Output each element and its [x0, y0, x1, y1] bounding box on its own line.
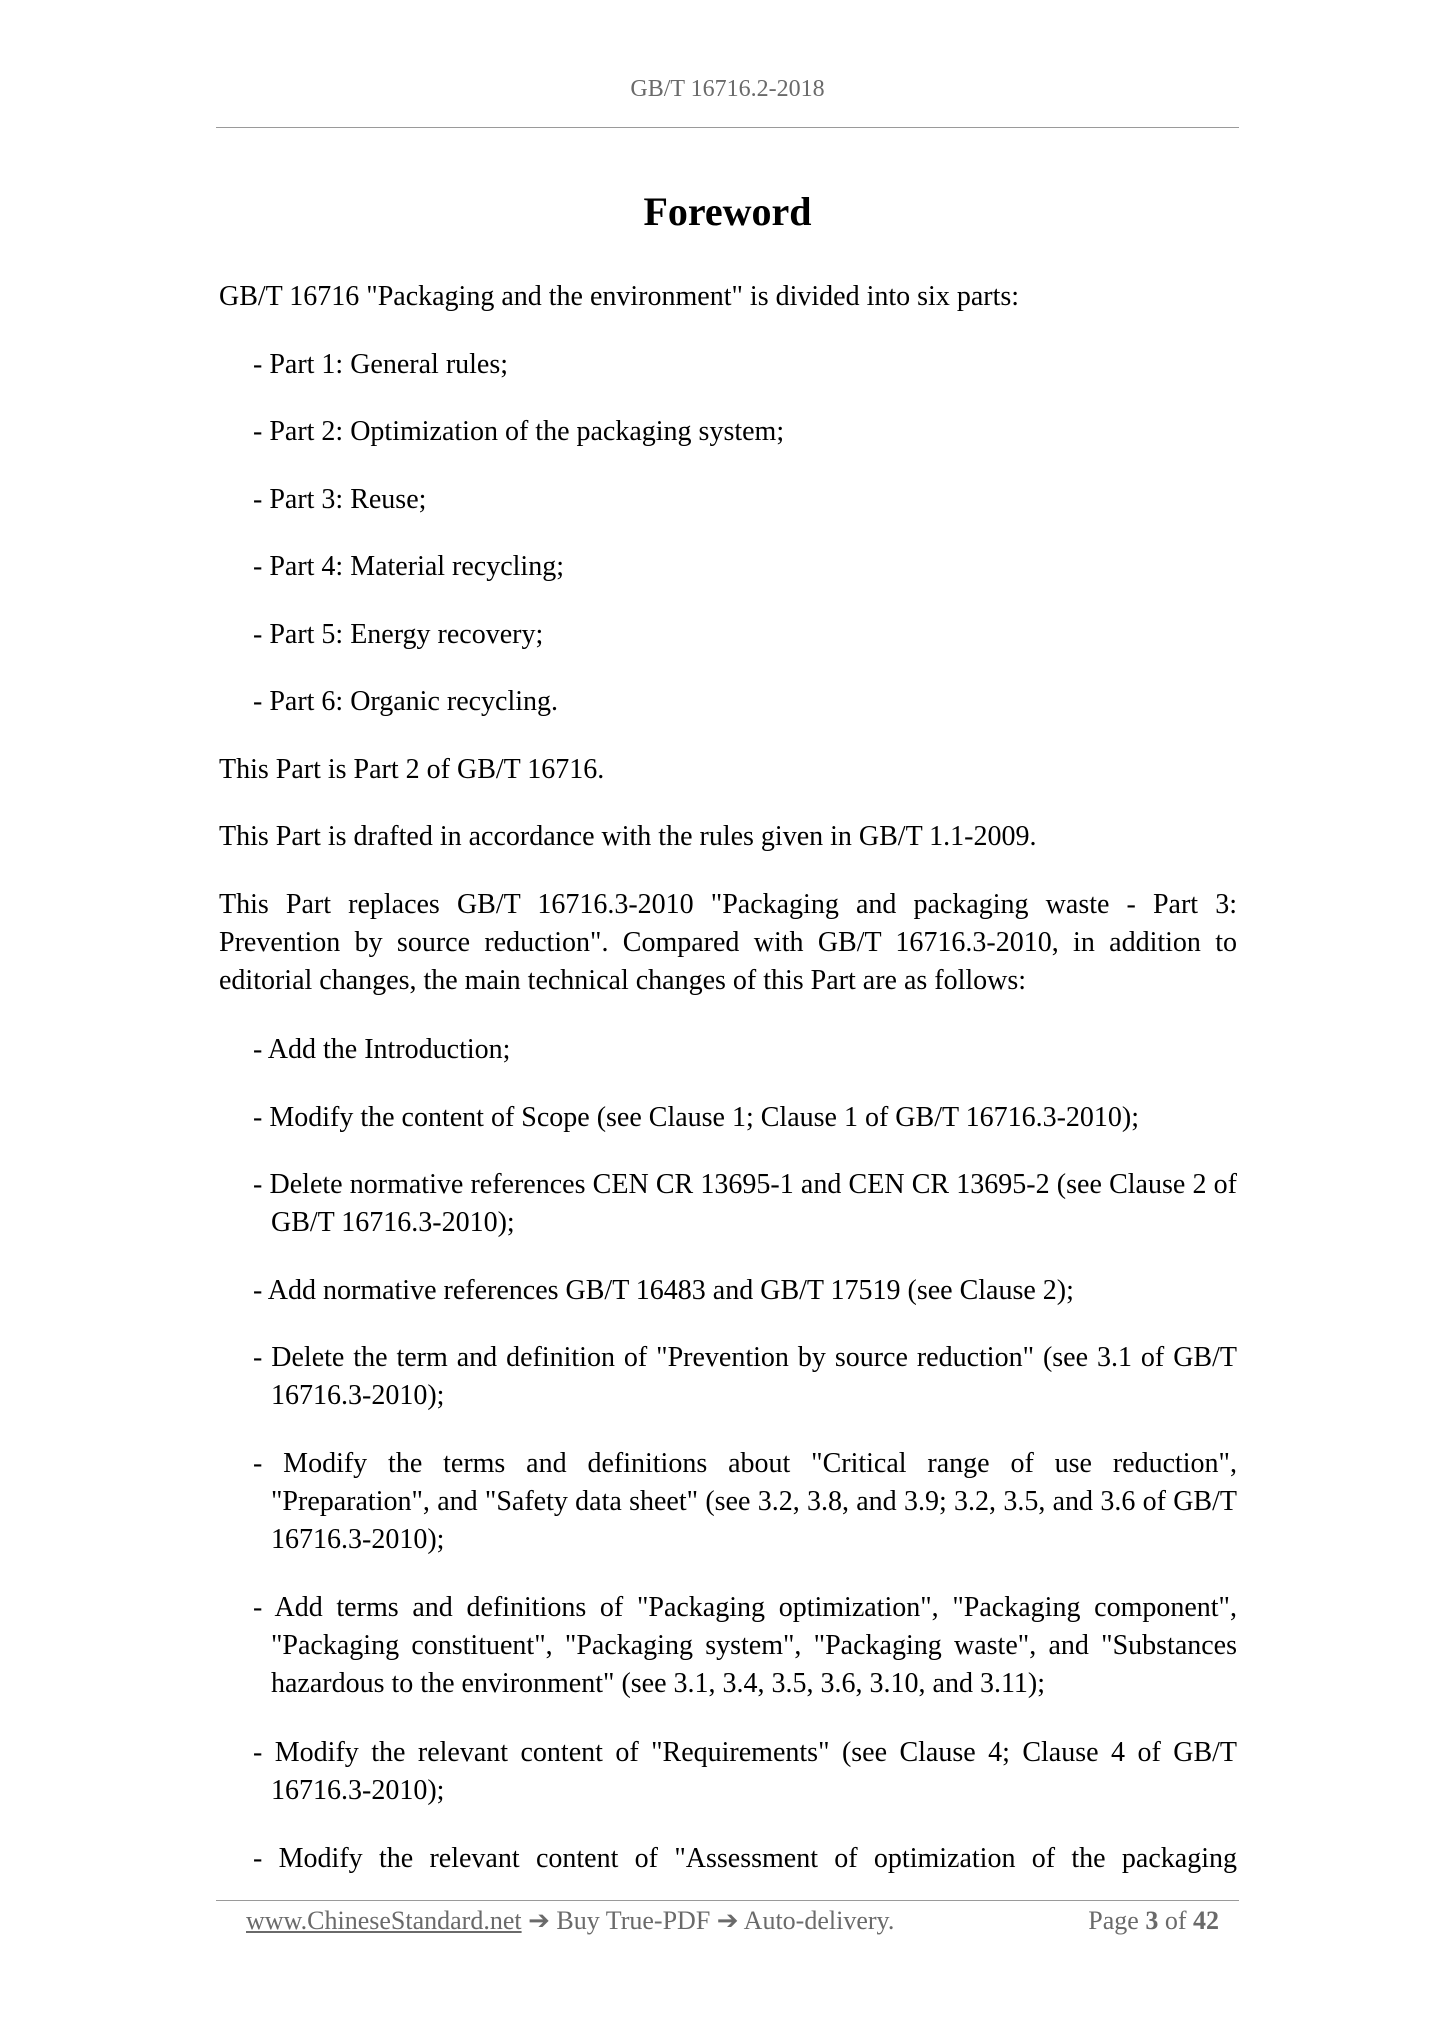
page-title: Foreword: [643, 189, 812, 234]
page-total: 42: [1193, 1906, 1219, 1935]
intro-paragraph: GB/T 16716 "Packaging and the environment" is divided into six parts:: [219, 281, 1020, 312]
running-header: GB/T 16716.2-2018: [630, 76, 825, 102]
change-list-item: - Delete the term and definition of "Prevention by source reduction" (see 3.1 of GB/T 16716.3-2010);: [253, 1342, 1237, 1411]
change-list-item: - Delete normative references CEN CR 13695-1 and CEN CR 13695-2 (see Clause 2 of GB/T 16716.3-2010);: [253, 1169, 1237, 1238]
footer-divider: [216, 1900, 1239, 1901]
replaces-paragraph: This Part replaces GB/T 16716.3-2010 "Packaging and packaging waste - Part 3: Prevention by source reduction". Compared with GB/T 16716.3-2010, in addition to editorial changes, the main technical changes of this Part are as follows:: [219, 889, 1237, 996]
buy-pdf-text: Buy True-PDF: [556, 1906, 711, 1935]
header-divider: [216, 127, 1239, 128]
page-indicator: [1088, 1906, 1219, 1936]
drafting-rules-paragraph: This Part is drafted in accordance with the rules given in GB/T 1.1-2009.: [219, 821, 1037, 852]
part-list-item: - Part 4: Material recycling;: [253, 551, 564, 582]
change-list-item: - Add terms and definitions of "Packaging optimization", "Packaging component", "Packaging constituent", "Packaging system", "Packaging waste", and "Substances hazardous to the environment" (see 3.1, 3.4, 3.5, 3.6, 3.10, and 3.11);: [253, 1592, 1237, 1699]
part-list-item: - Part 5: Energy recovery;: [253, 619, 544, 650]
part-list-item: - Part 3: Reuse;: [253, 484, 427, 515]
change-list-item: - Add normative references GB/T 16483 and GB/T 17519 (see Clause 2);: [253, 1275, 1074, 1306]
part-list-item: - Part 2: Optimization of the packaging system;: [253, 416, 785, 447]
page-of-label: of: [1164, 1906, 1187, 1935]
change-list-item: - Modify the terms and definitions about "Critical range of use reduction", "Preparation", and "Safety data sheet" (see 3.2, 3.8, and 3.9; 3.2, 3.5, and 3.6 of GB/T 16716.3-2010);: [253, 1448, 1237, 1555]
arrow-right-icon: ➔: [528, 1906, 550, 1935]
change-list-item: - Modify the relevant content of "Requirements" (see Clause 4; Clause 4 of GB/T 16716.3-2010);: [253, 1737, 1237, 1806]
part-number-paragraph: This Part is Part 2 of GB/T 16716.: [219, 754, 605, 785]
part-list-item: - Part 6: Organic recycling.: [253, 686, 559, 717]
change-list-item: - Add the Introduction;: [253, 1034, 511, 1065]
site-link[interactable]: www.ChineseStandard.net: [246, 1906, 522, 1935]
change-list-item: - Modify the relevant content of "Assessment of optimization of the packaging: [253, 1843, 1237, 1874]
change-list-item: - Modify the content of Scope (see Clause 1; Clause 1 of GB/T 16716.3-2010);: [253, 1102, 1139, 1133]
arrow-right-icon: ➔: [716, 1906, 739, 1935]
part-list-item: - Part 1: General rules;: [253, 349, 509, 380]
footer-promo: [246, 1906, 894, 1936]
page-current: 3: [1145, 1906, 1159, 1935]
auto-delivery-text: Auto-delivery.: [743, 1906, 895, 1935]
page-label: Page: [1088, 1906, 1139, 1935]
